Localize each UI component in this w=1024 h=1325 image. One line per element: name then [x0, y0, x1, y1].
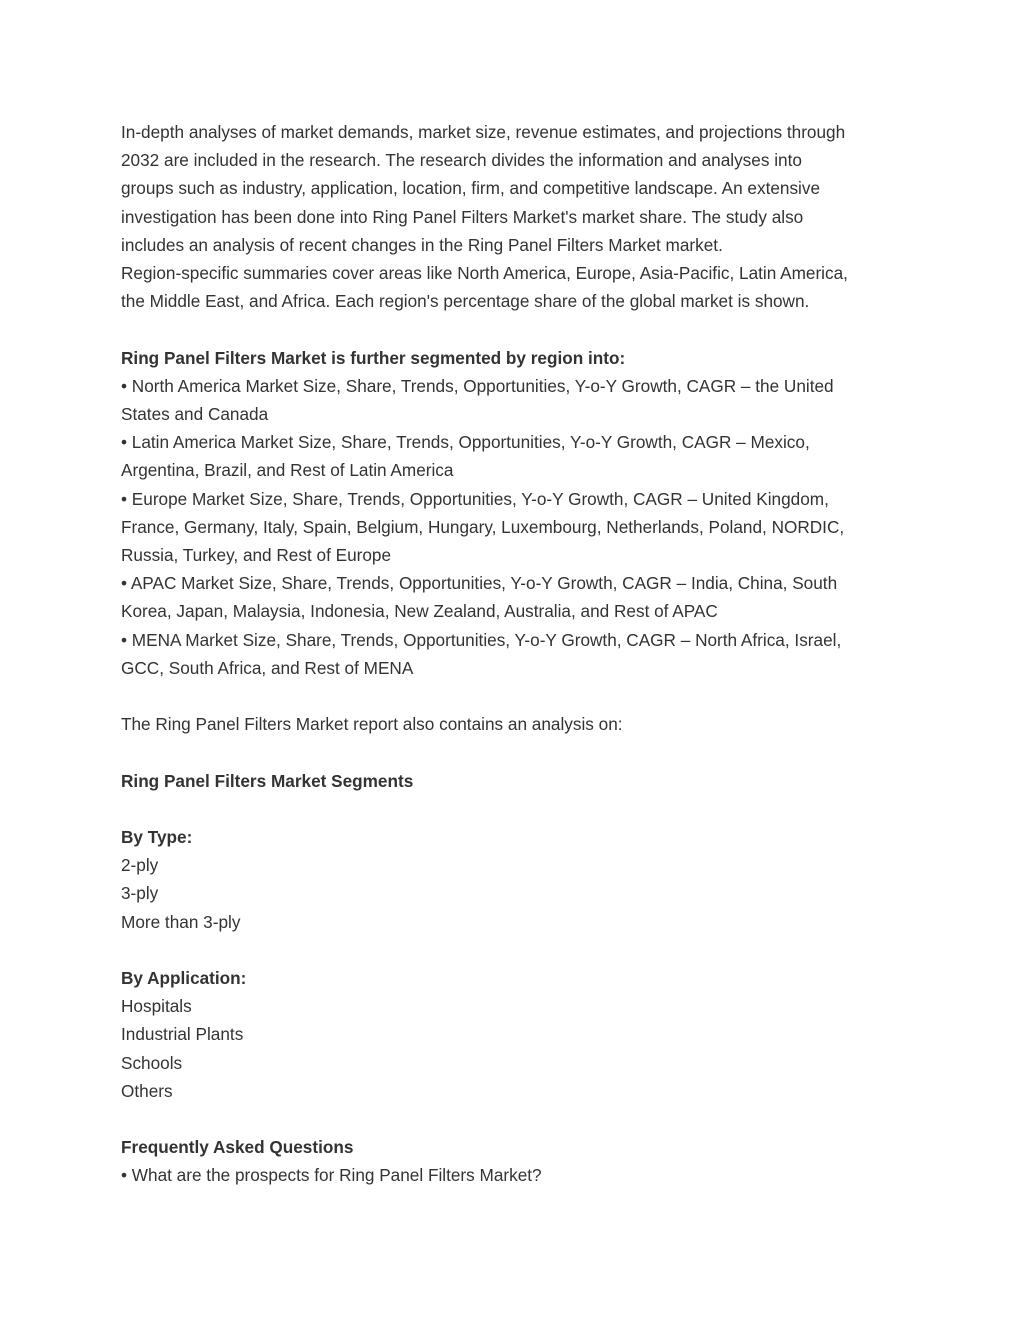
region-heading: Ring Panel Filters Market is further segmented by region into: [121, 347, 626, 368]
region-line: • North America Market Size, Share, Trends, Opportunities, Y-o-Y Growth, CAGR – the United [121, 375, 834, 396]
region-line: States and Canada [121, 404, 269, 425]
region-line: Argentina, Brazil, and Rest of Latin America [121, 460, 454, 481]
application-item: Hospitals [121, 996, 192, 1017]
paragraph-gap [121, 682, 911, 710]
by-application-section [121, 964, 911, 1105]
intro-line: Region-specific summaries cover areas like North America, Europe, Asia-Pacific, Latin America, [121, 263, 848, 284]
intro-line: investigation has been done into Ring Panel Filters Market's market share. The study also [121, 206, 804, 227]
region-line: • Latin America Market Size, Share, Trends, Opportunities, Y-o-Y Growth, CAGR – Mexico, [121, 432, 810, 453]
intro-line: 2032 are included in the research. The research divides the information and analyses into [121, 150, 802, 171]
application-item: Others [121, 1080, 173, 1101]
type-item: More than 3-ply [121, 911, 241, 932]
intro-paragraph [121, 118, 911, 315]
faq-heading: Frequently Asked Questions [121, 1137, 354, 1158]
analysis-note: The Ring Panel Filters Market report also contains an analysis on: [121, 714, 623, 735]
type-item: 3-ply [121, 883, 159, 904]
faq-item: • What are the prospects for Ring Panel Filters Market? [121, 1165, 542, 1186]
paragraph-gap [121, 315, 911, 343]
region-line: • APAC Market Size, Share, Trends, Opportunities, Y-o-Y Growth, CAGR – India, China, South [121, 573, 838, 594]
paragraph-gap [121, 738, 911, 766]
region-line: France, Germany, Italy, Spain, Belgium, Hungary, Luxembourg, Netherlands, Poland, NORDIC, [121, 516, 845, 537]
application-item: Schools [121, 1052, 183, 1073]
faq-section [121, 1133, 911, 1189]
paragraph-gap [121, 795, 911, 823]
region-line: Russia, Turkey, and Rest of Europe [121, 545, 392, 566]
region-line: • Europe Market Size, Share, Trends, Opportunities, Y-o-Y Growth, CAGR – United Kingdom, [121, 488, 829, 509]
intro-line: In-depth analyses of market demands, market size, revenue estimates, and projections through [121, 122, 846, 142]
paragraph-gap [121, 1105, 911, 1133]
region-line: • MENA Market Size, Share, Trends, Opportunities, Y-o-Y Growth, CAGR – North Africa, Israel, [121, 629, 842, 650]
region-section [121, 344, 911, 682]
region-line: GCC, South Africa, and Rest of MENA [121, 657, 414, 678]
region-line: Korea, Japan, Malaysia, Indonesia, New Zealand, Australia, and Rest of APAC [121, 601, 718, 622]
intro-line: groups such as industry, application, location, firm, and competitive landscape. An extensive [121, 178, 821, 199]
by-type-section [121, 823, 911, 936]
document-page [121, 118, 911, 1190]
application-item: Industrial Plants [121, 1024, 244, 1045]
by-type-heading: By Type: [121, 827, 193, 848]
intro-line: includes an analysis of recent changes in the Ring Panel Filters Market market. [121, 234, 723, 255]
intro-line: the Middle East, and Africa. Each region's percentage share of the global market is shown. [121, 291, 810, 312]
segments-heading: Ring Panel Filters Market Segments [121, 770, 414, 791]
type-item: 2-ply [121, 855, 159, 876]
by-application-heading: By Application: [121, 968, 247, 989]
paragraph-gap [121, 936, 911, 964]
